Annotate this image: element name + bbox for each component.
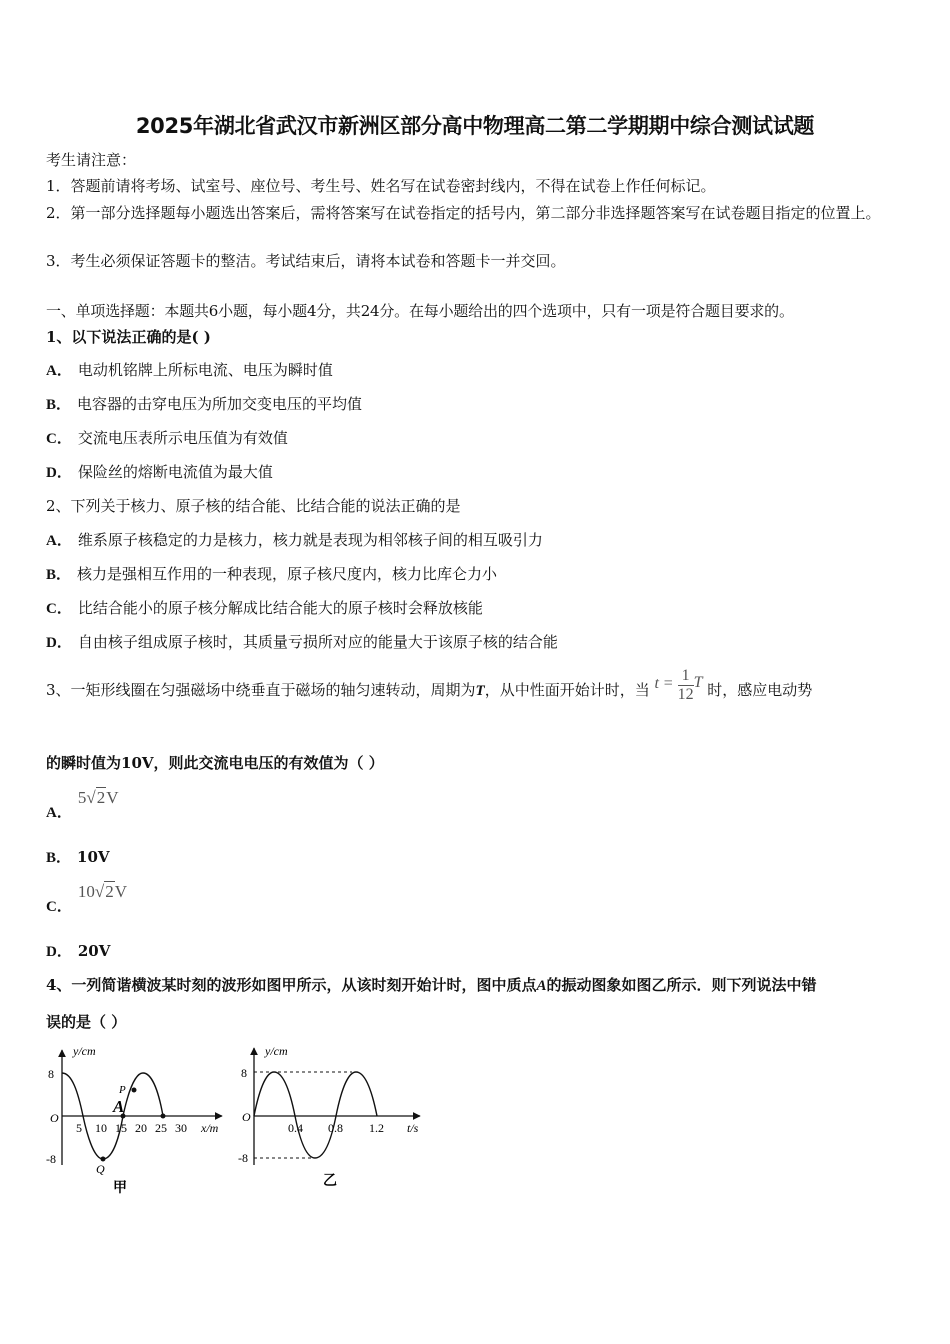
page-title: 2025年湖北省武汉市新洲区部分高中物理高二第二学期期中综合测试试题 (135, 114, 815, 138)
option-label: C． (46, 601, 72, 617)
q2-option-b[interactable] (46, 564, 910, 585)
q1-option-d[interactable] (46, 462, 910, 483)
zero-crossing-dot (161, 1114, 166, 1119)
option-text: 维系原子核稳定的力是核力，核力就是表现为相邻核子间的相互吸引力 (77, 531, 543, 549)
notice-item-1: 1．答题前请将考场、试室号、座位号、考生号、姓名写在试卷密封线内，不得在试卷上作任何标记。 (46, 177, 716, 195)
origin-label: O (242, 1110, 251, 1124)
q2-option-a[interactable] (46, 530, 910, 551)
notice-item-2: 2．第一部分选择题每小题选出答案后，需将答案写在试卷指定的括号内，第二部分非选择题答案写在试卷题目指定的位置上。 (46, 204, 881, 222)
q1-option-a[interactable] (46, 360, 910, 381)
point-q-label: Q (96, 1162, 105, 1176)
option-label: B． (46, 850, 72, 866)
q2-stem: 2、下列关于核力、原子核的结合能、比结合能的说法正确的是 (46, 497, 461, 515)
unit: V (114, 882, 127, 901)
t-tick-1.2: 1.2 (369, 1121, 384, 1135)
q3-stem-text: 3、一矩形线圈在匀强磁场中绕垂直于磁场的轴匀速转动，周期为 (46, 681, 476, 699)
q3-stem-text: 时，感应电动势 (707, 681, 813, 699)
q4-stem-line1 (46, 975, 910, 996)
equals-sign: = (663, 675, 673, 692)
coefficient: 10 (77, 882, 95, 901)
q2-option-d[interactable] (46, 632, 910, 653)
radicand: 2 (105, 882, 114, 901)
x-tick-20: 20 (135, 1121, 147, 1135)
q1-option-c[interactable] (46, 428, 910, 449)
x-tick-25: 25 (155, 1121, 167, 1135)
q3-option-a[interactable] (46, 790, 910, 824)
option-label: B． (46, 567, 72, 583)
sqrt-expression: 10√2V (77, 882, 127, 901)
t-variable: t (654, 675, 659, 692)
origin-label: O (50, 1111, 59, 1125)
option-label: D． (46, 944, 72, 960)
option-label: D． (46, 465, 72, 481)
option-text: 电容器的击穿电压为所加交变电压的平均值 (77, 395, 363, 413)
option-label: D． (46, 635, 72, 651)
section-heading: 一、单项选择题：本题共6小题，每小题4分，共24分。在每小题给出的四个选项中，只有一项是符合题目要求的。 (46, 302, 794, 320)
option-text: 保险丝的熔断电流值为最大值 (77, 463, 273, 481)
x-tick-15: 15 (115, 1121, 127, 1135)
q4-stem-text: 的振动图象如图乙所示．则下列说法中错 (546, 976, 817, 994)
q3-stem-line2: 的瞬时值为10V，则此交流电电压的有效值为（ ） (46, 754, 384, 772)
option-label: A． (46, 533, 72, 549)
point-p-label: P (119, 1084, 126, 1096)
y-tick-8: 8 (241, 1066, 247, 1080)
option-text: 交流电压表所示电压值为有效值 (77, 429, 288, 447)
t-tick-0.8: 0.8 (328, 1121, 343, 1135)
q3-option-c[interactable] (46, 884, 910, 918)
y-tick-neg8: -8 (238, 1151, 248, 1165)
t-tick-0.4: 0.4 (288, 1121, 303, 1135)
option-label: B． (46, 397, 72, 413)
option-text: 自由核子组成原子核时，其质量亏损所对应的能量大于该原子核的结合能 (77, 633, 558, 651)
fraction-denominator: 12 (677, 685, 694, 703)
x-tick-5: 5 (76, 1121, 82, 1135)
option-text: 比结合能小的原子核分解成比结合能大的原子核时会释放核能 (77, 599, 483, 617)
y-tick-8: 8 (48, 1067, 54, 1081)
q3-option-d[interactable] (46, 941, 910, 962)
x-axis-label: x/m (201, 1121, 219, 1135)
t-axis-label: t/s (407, 1121, 419, 1135)
fraction-period: T (693, 674, 703, 691)
y-axis-label: y/cm (265, 1044, 288, 1058)
q2-option-c[interactable] (46, 598, 910, 619)
radicand: 2 (96, 788, 106, 807)
point-q-dot (101, 1157, 106, 1162)
q1-option-b[interactable] (46, 394, 910, 415)
q3-option-b[interactable] (46, 847, 910, 868)
coefficient: 5 (77, 788, 87, 807)
option-label: A． (46, 805, 72, 821)
y-tick-neg8: -8 (46, 1152, 56, 1166)
notice-heading: 考生请注意： (46, 151, 137, 169)
period-symbol: T (475, 683, 485, 699)
q4-stem-text: 4、一列简谐横波某时刻的波形如图甲所示，从该时刻开始计时，图中质点 (46, 976, 537, 994)
unit: V (106, 788, 119, 807)
fraction (678, 668, 694, 703)
x-tick-30: 30 (175, 1121, 187, 1135)
figure-vibration-yi (232, 1040, 432, 1200)
point-a-symbol: A (536, 978, 547, 994)
q3-stem-line1 (46, 666, 910, 710)
option-text: 20V (77, 942, 111, 960)
q3-stem-text: ，从中性面开始计时，当 (484, 681, 650, 699)
sqrt-expression: 5√2V (77, 788, 119, 807)
option-text: 核力是强相互作用的一种表现，原子核尺度内，核力比库仑力小 (77, 565, 498, 583)
option-text: 电动机铭牌上所标电流、电压为瞬时值 (77, 361, 333, 379)
vibration-curve (254, 1072, 377, 1158)
q1-stem: 1、以下说法正确的是( ) (46, 328, 211, 346)
notice-item-3: 3．考生必须保证答题卡的整洁。考试结束后，请将本试卷和答题卡一并交回。 (46, 252, 566, 270)
option-label: A． (46, 363, 72, 379)
y-axis-label: y/cm (73, 1044, 96, 1058)
option-label: C． (46, 431, 72, 447)
option-label: C． (46, 899, 72, 915)
figure-wave-jia (40, 1040, 240, 1200)
x-tick-10: 10 (95, 1121, 107, 1135)
figure-caption-jia: 甲 (113, 1181, 127, 1196)
q4-stem-line2: 误的是（ ） (46, 1013, 127, 1031)
point-p-dot (132, 1088, 137, 1093)
point-a-label: A (113, 1097, 125, 1116)
fraction-numerator: 1 (681, 666, 690, 684)
figure-caption-yi: 乙 (323, 1174, 337, 1189)
option-text: 10V (77, 848, 110, 866)
